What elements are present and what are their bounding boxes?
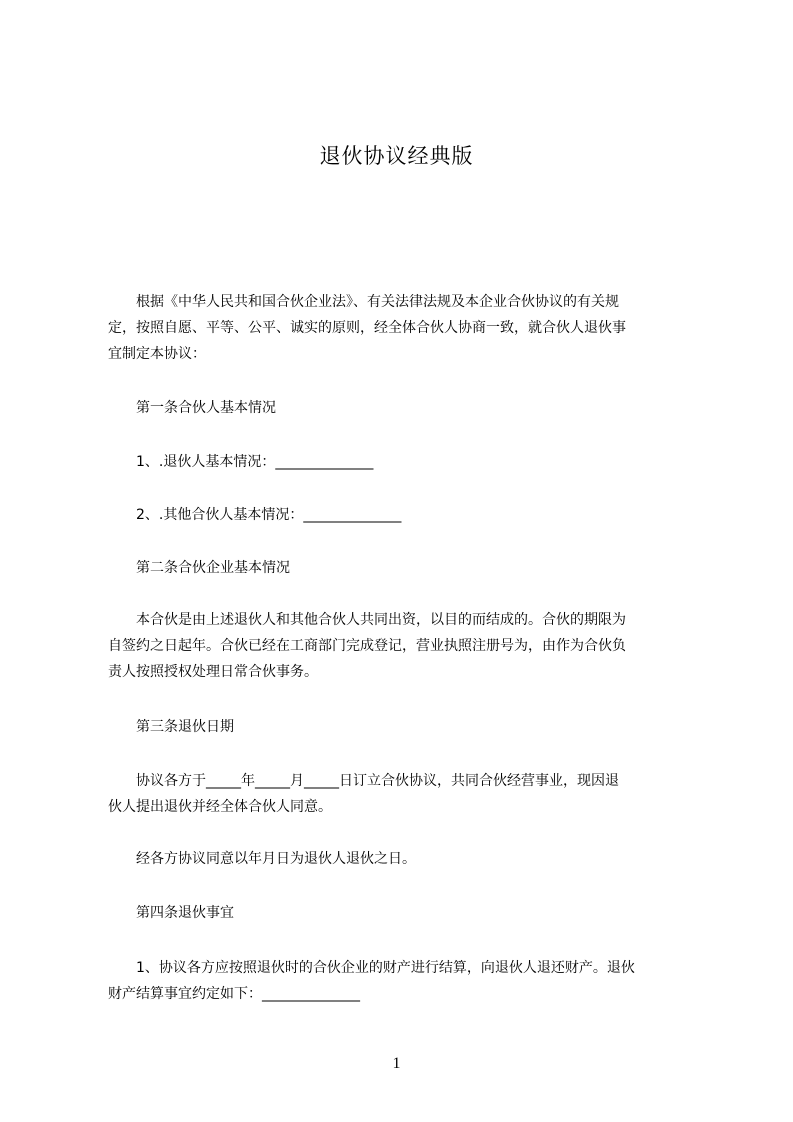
article-3-line-2: 伙人提出退伙并经全体合伙人同意。: [108, 799, 332, 815]
article-3-line-1: 协议各方于_____年_____月_____日订立合伙协议，共同合伙经营事业，现因退: [108, 773, 619, 789]
article-1-item-2: 2、.其他合伙人基本情况：______________: [108, 507, 402, 523]
article-1-item-1: 1、.退伙人基本情况：______________: [108, 454, 374, 470]
article-2-line-1: 本合伙是由上述退伙人和其他合伙人共同出资，以目的而结成的。合伙的期限为: [108, 612, 626, 628]
article-2-line-3: 责人按照授权处理日常合伙事务。: [108, 664, 318, 680]
article-4-item-1-line-1: 1、协议各方应按照退伙时的合伙企业的财产进行结算，向退伙人退还财产。退伙: [108, 960, 635, 976]
article-2-heading: 第二条合伙企业基本情况: [108, 560, 290, 576]
preamble-line-3: 宜制定本协议：: [108, 346, 206, 362]
article-1-heading: 第一条合伙人基本情况: [108, 400, 276, 416]
article-4-heading: 第四条退伙事宜: [108, 905, 234, 921]
preamble-line-2: 定，按照自愿、平等、公平、诚实的原则，经全体合伙人协商一致，就合伙人退伙事: [108, 320, 626, 336]
document-title: 退伙协议经典版: [319, 144, 474, 168]
article-3-line-3: 经各方协议同意以年月日为退伙人退伙之日。: [108, 851, 416, 867]
article-3-heading: 第三条退伙日期: [108, 719, 234, 735]
article-2-line-2: 自签约之日起年。合伙已经在工商部门完成登记，营业执照注册号为，由作为合伙负: [108, 638, 626, 654]
article-4-item-1-line-2: 财产结算事宜约定如下：______________: [108, 986, 360, 1002]
preamble-line-1: 根据《中华人民共和国合伙企业法》、有关法律法规及本企业合伙协议的有关规: [108, 294, 619, 310]
page-number: 1: [392, 1055, 401, 1072]
